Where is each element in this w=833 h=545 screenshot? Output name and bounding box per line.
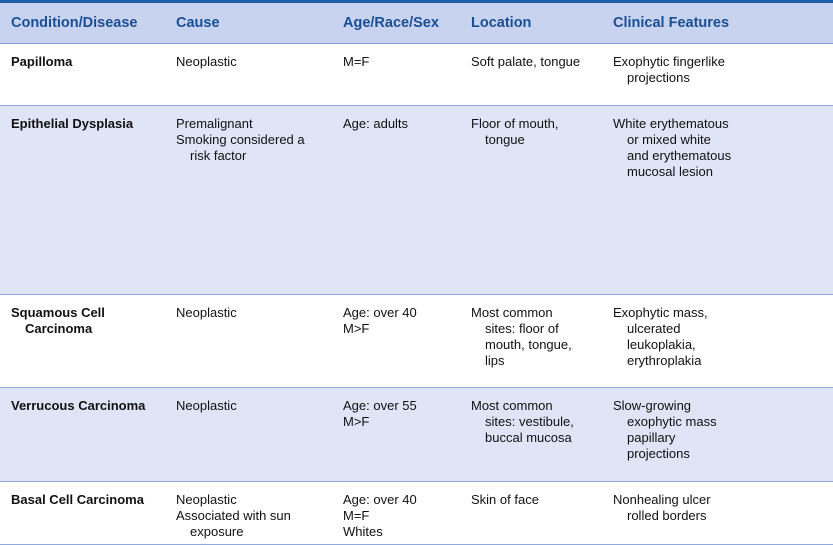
cell-line: Slow-growing	[613, 398, 692, 413]
condition-cell	[0, 388, 165, 482]
table-row	[0, 388, 833, 482]
table-row	[0, 44, 833, 106]
cell-line: M>F	[343, 321, 370, 336]
condition-cell	[0, 44, 165, 106]
cell-line: Most common	[471, 398, 553, 413]
cell-line: risk factor	[190, 148, 247, 163]
cell-line: Nonhealing ulcer	[613, 492, 711, 507]
cell-line: or mixed white	[627, 132, 711, 147]
cell-line: tongue	[485, 132, 525, 147]
condition-cell	[0, 106, 165, 295]
cell-line: Exophytic fingerlike	[613, 54, 725, 69]
features-cell	[602, 106, 833, 295]
cell-line: Age: over 55	[343, 398, 417, 413]
cell-line: papillary	[627, 430, 676, 445]
cell-line: M>F	[343, 414, 370, 429]
cell-line: mouth, tongue,	[485, 337, 572, 352]
location-cell	[460, 295, 602, 388]
age-cell	[332, 44, 460, 106]
condition-cell	[0, 482, 165, 545]
header-age-race-sex: Age/Race/Sex	[332, 2, 460, 44]
cell-line: Age: adults	[343, 116, 409, 131]
cell-line: M=F	[343, 508, 370, 523]
features-cell	[602, 482, 833, 545]
cell-line: Age: over 40	[343, 305, 417, 320]
cell-line: buccal mucosa	[485, 430, 572, 445]
table-row	[0, 482, 833, 545]
cell-line: Associated with sun	[176, 508, 291, 523]
cell-line: mucosal lesion	[627, 164, 713, 179]
cell-line: Basal Cell Carcinoma	[11, 492, 144, 507]
cause-cell	[165, 44, 332, 106]
header-location: Location	[460, 2, 602, 44]
location-cell	[460, 44, 602, 106]
cell-line: Premalignant	[176, 116, 253, 131]
cause-cell	[165, 106, 332, 295]
header-row	[0, 2, 833, 44]
cell-line: and erythematous	[627, 148, 732, 163]
cell-line: Smoking considered a	[176, 132, 305, 147]
table-body	[0, 44, 833, 545]
cell-line: exposure	[190, 524, 244, 539]
table-row	[0, 106, 833, 295]
cell-line: leukoplakia,	[627, 337, 696, 352]
cell-line: Squamous Cell	[11, 305, 105, 320]
cell-line: sites: vestibule,	[485, 414, 574, 429]
header-clinical-features: Clinical Features	[602, 2, 833, 44]
features-cell	[602, 388, 833, 482]
location-cell	[460, 482, 602, 545]
cell-line: Age: over 40	[343, 492, 417, 507]
header-cause: Cause	[165, 2, 332, 44]
cell-line: erythroplakia	[627, 353, 702, 368]
table-header	[0, 2, 833, 44]
age-cell	[332, 295, 460, 388]
cell-line: exophytic mass	[627, 414, 717, 429]
cell-line: Neoplastic	[176, 492, 237, 507]
cell-line: Whites	[343, 524, 383, 539]
table-row	[0, 295, 833, 388]
location-cell	[460, 106, 602, 295]
cause-cell	[165, 482, 332, 545]
cell-line: M=F	[343, 54, 370, 69]
features-cell	[602, 295, 833, 388]
cause-cell	[165, 295, 332, 388]
cell-line: Neoplastic	[176, 398, 237, 413]
cell-line: projections	[627, 70, 690, 85]
cell-line: Papilloma	[11, 54, 73, 69]
condition-cell	[0, 295, 165, 388]
cell-line: Carcinoma	[25, 321, 93, 336]
age-cell	[332, 482, 460, 545]
cell-line: rolled borders	[627, 508, 707, 523]
age-cell	[332, 388, 460, 482]
cell-line: lips	[485, 353, 505, 368]
cell-line: projections	[627, 446, 690, 461]
cell-line: Most common	[471, 305, 553, 320]
cell-line: Neoplastic	[176, 305, 237, 320]
cell-line: White erythematous	[613, 116, 729, 131]
features-cell	[602, 44, 833, 106]
cell-line: Exophytic mass,	[613, 305, 708, 320]
cell-line: Neoplastic	[176, 54, 237, 69]
cell-line: Epithelial Dysplasia	[11, 116, 134, 131]
cell-line: sites: floor of	[485, 321, 559, 336]
header-condition: Condition/Disease	[0, 2, 165, 44]
cause-cell	[165, 388, 332, 482]
cell-line: Verrucous Carcinoma	[11, 398, 146, 413]
location-cell	[460, 388, 602, 482]
cell-line: Skin of face	[471, 492, 539, 507]
cell-line: Soft palate, tongue	[471, 54, 581, 69]
cell-line: ulcerated	[627, 321, 681, 336]
age-cell	[332, 106, 460, 295]
cell-line: Floor of mouth,	[471, 116, 559, 131]
